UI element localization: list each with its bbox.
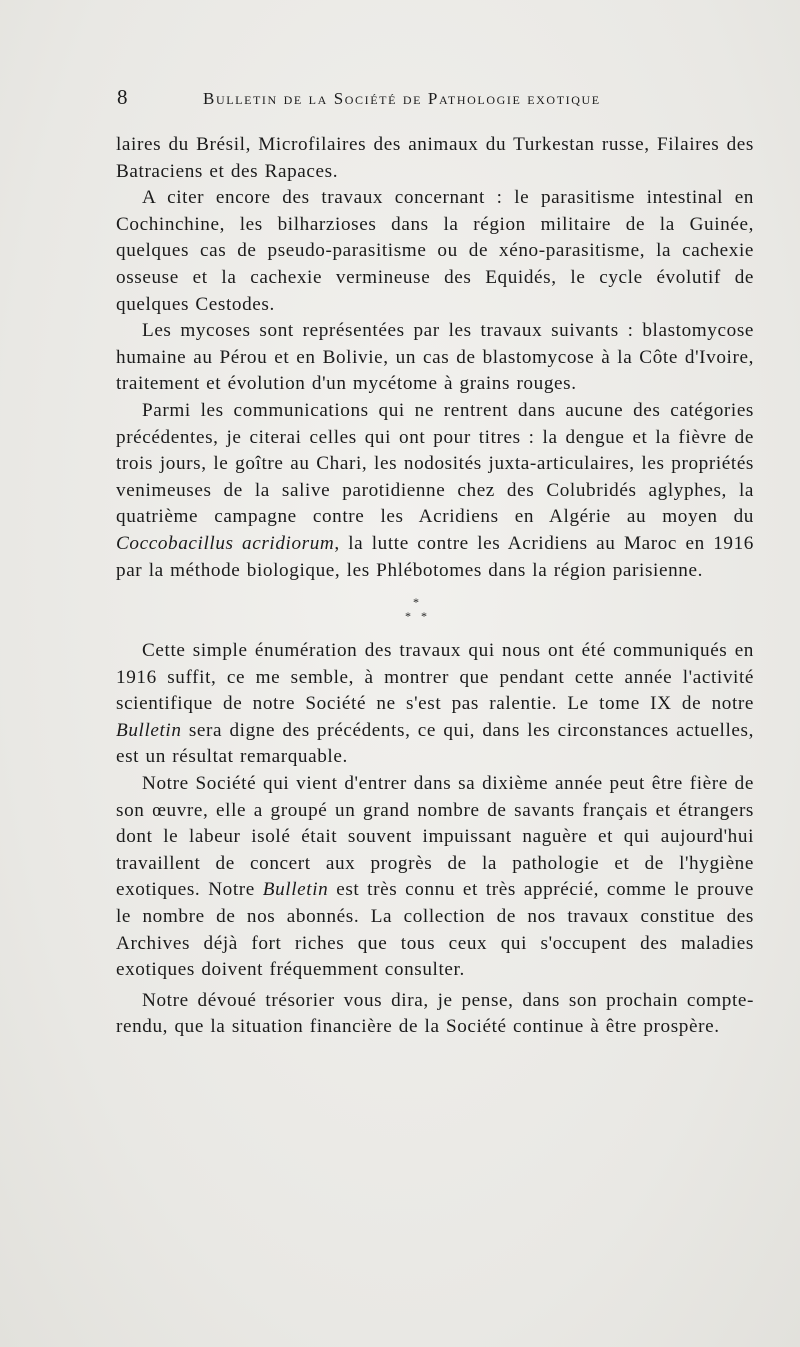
bulletin-title: Bulletin bbox=[262, 879, 329, 901]
asterism-star: * bbox=[413, 595, 420, 610]
bulletin-title: Bulletin bbox=[116, 719, 182, 741]
species-name: Coccobacillus acridiorum bbox=[116, 532, 335, 554]
paragraph-1: laires du Brésil, Microfilaires des animaux du Turkestan russe, Filaires des Batraciens et des Rapaces. bbox=[116, 134, 754, 182]
paragraph-4-text-b: , la lutte contre les Acridiens au Maroc en 1916 par la méthode biologique, les Phlébotomes dans la région parisienne. bbox=[116, 532, 754, 581]
paragraph-4-text-a: Parmi les communications qui ne rentrent dans aucune des catégories précédentes, je citerai celles qui ont pour titres : la dengue et la fièvre de trois jours, le goître au Chari, les nodosités juxta-articulaires, les propriétés venimeuses de la salive parotidienne chez des Colubridés aglyphes, la quatrième campagne contre les Acridiens en Algérie au moyen du bbox=[116, 399, 754, 528]
paragraph-6-text-a: Notre Société qui vient d'entrer dans sa dixième année peut être fière de son œuvre, elle a groupé un grand nombre de savants français et étrangers dont le labeur isolé était souvent impuissant naguère et qui aujourd'hui travaillent de concert aux progrès de la pathologie et de l'hygiène exotiques. Notre bbox=[116, 773, 754, 901]
paragraph-6-text-b: est très connu et très apprécié, comme le prouve le nombre de nos abonnés. La collection de nos travaux constitue des Archives déjà fort riches que tous ceux qui s'occupent des maladies exotiques doivent fréquemment consulter. bbox=[116, 879, 754, 981]
body-text bbox=[116, 132, 754, 1041]
running-title: Bulletin de la Société de Pathologie exotique bbox=[203, 89, 601, 108]
asterism-star: * bbox=[405, 609, 412, 624]
paragraph-5-text-b: sera digne des précédents, ce qui, dans les circonstances actuelles, est un résultat remarquable. bbox=[116, 719, 754, 768]
paragraph-7: Notre dévoué trésorier vous dira, je pense, dans son prochain compte-rendu, que la situation financière de la Société continue à être prospère. bbox=[116, 989, 754, 1038]
page-number: 8 bbox=[117, 85, 128, 109]
page-header bbox=[117, 84, 677, 116]
paragraph-5 bbox=[116, 638, 754, 771]
paragraph-5-text-a: Cette simple énumération des travaux qui nous ont été communiqués en 1916 suffit, ce me semble, à montrer que pendant cette année l'activité scientifique de notre Société ne s'est pas ralentie. Le tome IX de notre bbox=[116, 640, 754, 715]
paragraph-2: A citer encore des travaux concernant : le parasitisme intestinal en Cochinchine, les bilharzioses dans la région militaire de la Guinée, quelques cas de pseudo-parasitisme ou de xéno-parasitisme, la cachexie osseuse et la cachexie vermineuse des Equidés, le cycle évolutif de quelques Cestodes. bbox=[116, 187, 754, 315]
asterism-star: * bbox=[421, 609, 428, 624]
paragraph-4 bbox=[116, 398, 754, 584]
paragraph-3: Les mycoses sont représentées par les travaux suivants : blastomycose humaine au Pérou et en Bolivie, un cas de blastomycose à la Côte d'Ivoire, traitement et évolution d'un mycétome à grains rouges. bbox=[116, 320, 754, 395]
section-break bbox=[116, 590, 754, 634]
paragraph-6 bbox=[116, 771, 754, 984]
